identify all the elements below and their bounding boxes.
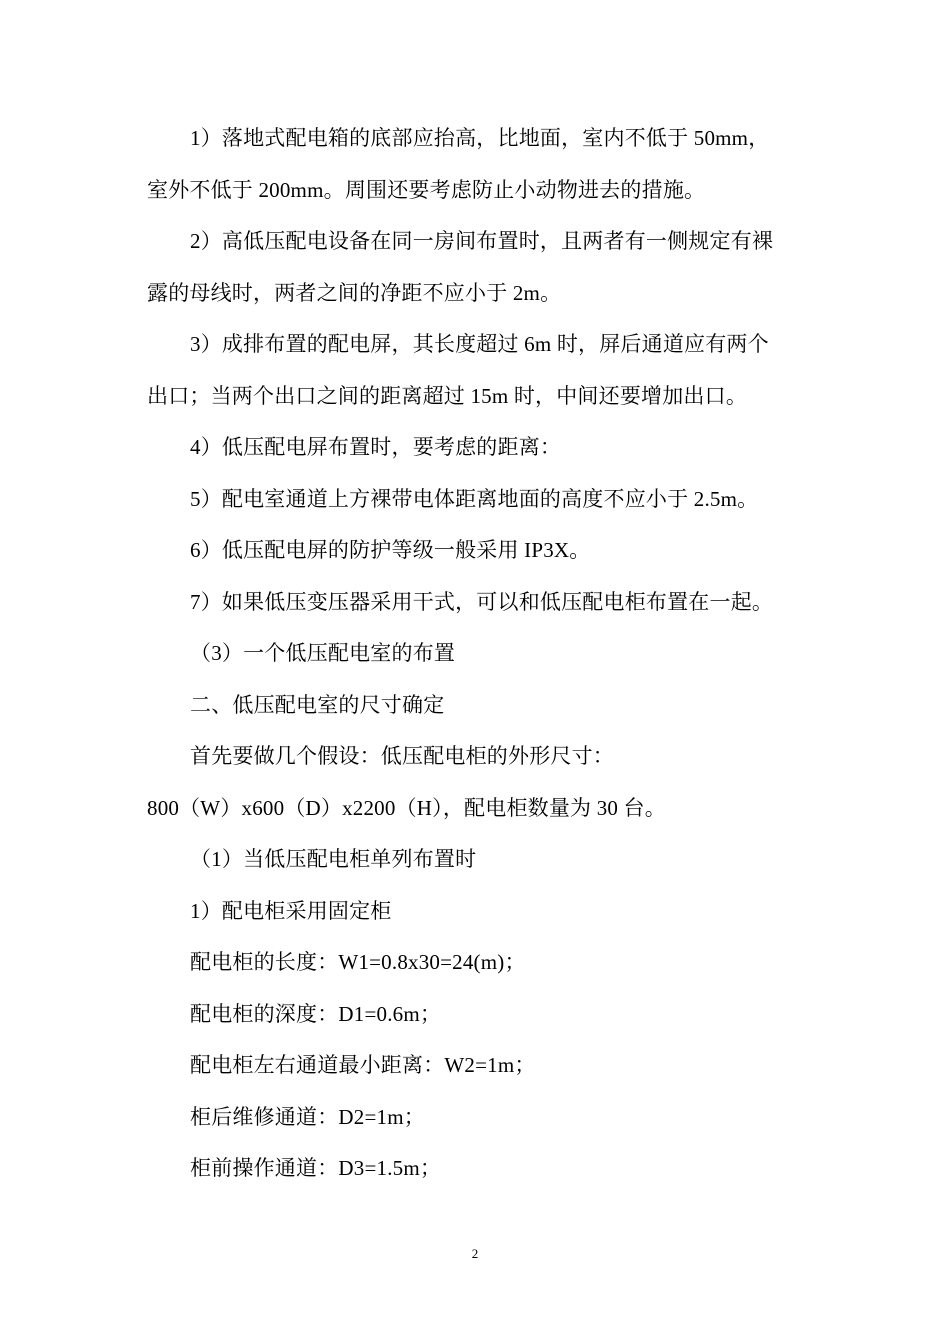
text-line-9: 6）低压配电屏的防护等级一般采用 IP3X。 (190, 538, 591, 562)
text-line-19: 配电柜左右通道最小距离：W2=1m； (190, 1053, 536, 1077)
text-line-11: （3）一个低压配电室的布置 (190, 641, 456, 665)
text-line-8: 5）配电室通道上方裸带电体距离地面的高度不应小于 2.5m。 (190, 487, 759, 511)
page-number: 2 (471, 1246, 479, 1261)
text-line-15: （1）当低压配电柜单列布置时 (190, 847, 477, 871)
text-line-13: 首先要做几个假设：低压配电柜的外形尺寸： (190, 744, 614, 768)
text-line-17: 配电柜的长度：W1=0.8x30=24(m)； (190, 950, 526, 974)
text-line-7: 4）低压配电屏布置时，要考虑的距离： (190, 435, 562, 459)
text-line-5: 3）成排布置的配电屏，其长度超过 6m 时，屏后通道应有两个 (190, 332, 769, 356)
text-line-3: 2）高低压配电设备在同一房间布置时，且两者有一侧规定有裸 (190, 229, 774, 253)
text-line-10: 7）如果低压变压器采用干式，可以和低压配电柜布置在一起。 (190, 590, 774, 614)
text-line-16: 1）配电柜采用固定柜 (190, 899, 392, 923)
text-line-20: 柜后维修通道：D2=1m； (190, 1105, 425, 1129)
text-line-4: 露的母线时，两者之间的净距不应小于 2m。 (147, 281, 562, 305)
text-line-21: 柜前操作通道：D3=1.5m； (190, 1156, 442, 1180)
section-heading: 二、低压配电室的尺寸确定 (190, 693, 445, 717)
text-line-18: 配电柜的深度：D1=0.6m； (190, 1002, 442, 1026)
text-line-6: 出口；当两个出口之间的距离超过 15m 时，中间还要增加出口。 (147, 384, 748, 408)
text-line-2: 室外不低于 200mm。周围还要考虑防止小动物进去的措施。 (147, 178, 706, 202)
text-line-14: 800（W）x600（D）x2200（H），配电柜数量为 30 台。 (147, 796, 666, 820)
text-line-1: 1）落地式配电箱的底部应抬高，比地面，室内不低于 50mm， (190, 126, 770, 150)
